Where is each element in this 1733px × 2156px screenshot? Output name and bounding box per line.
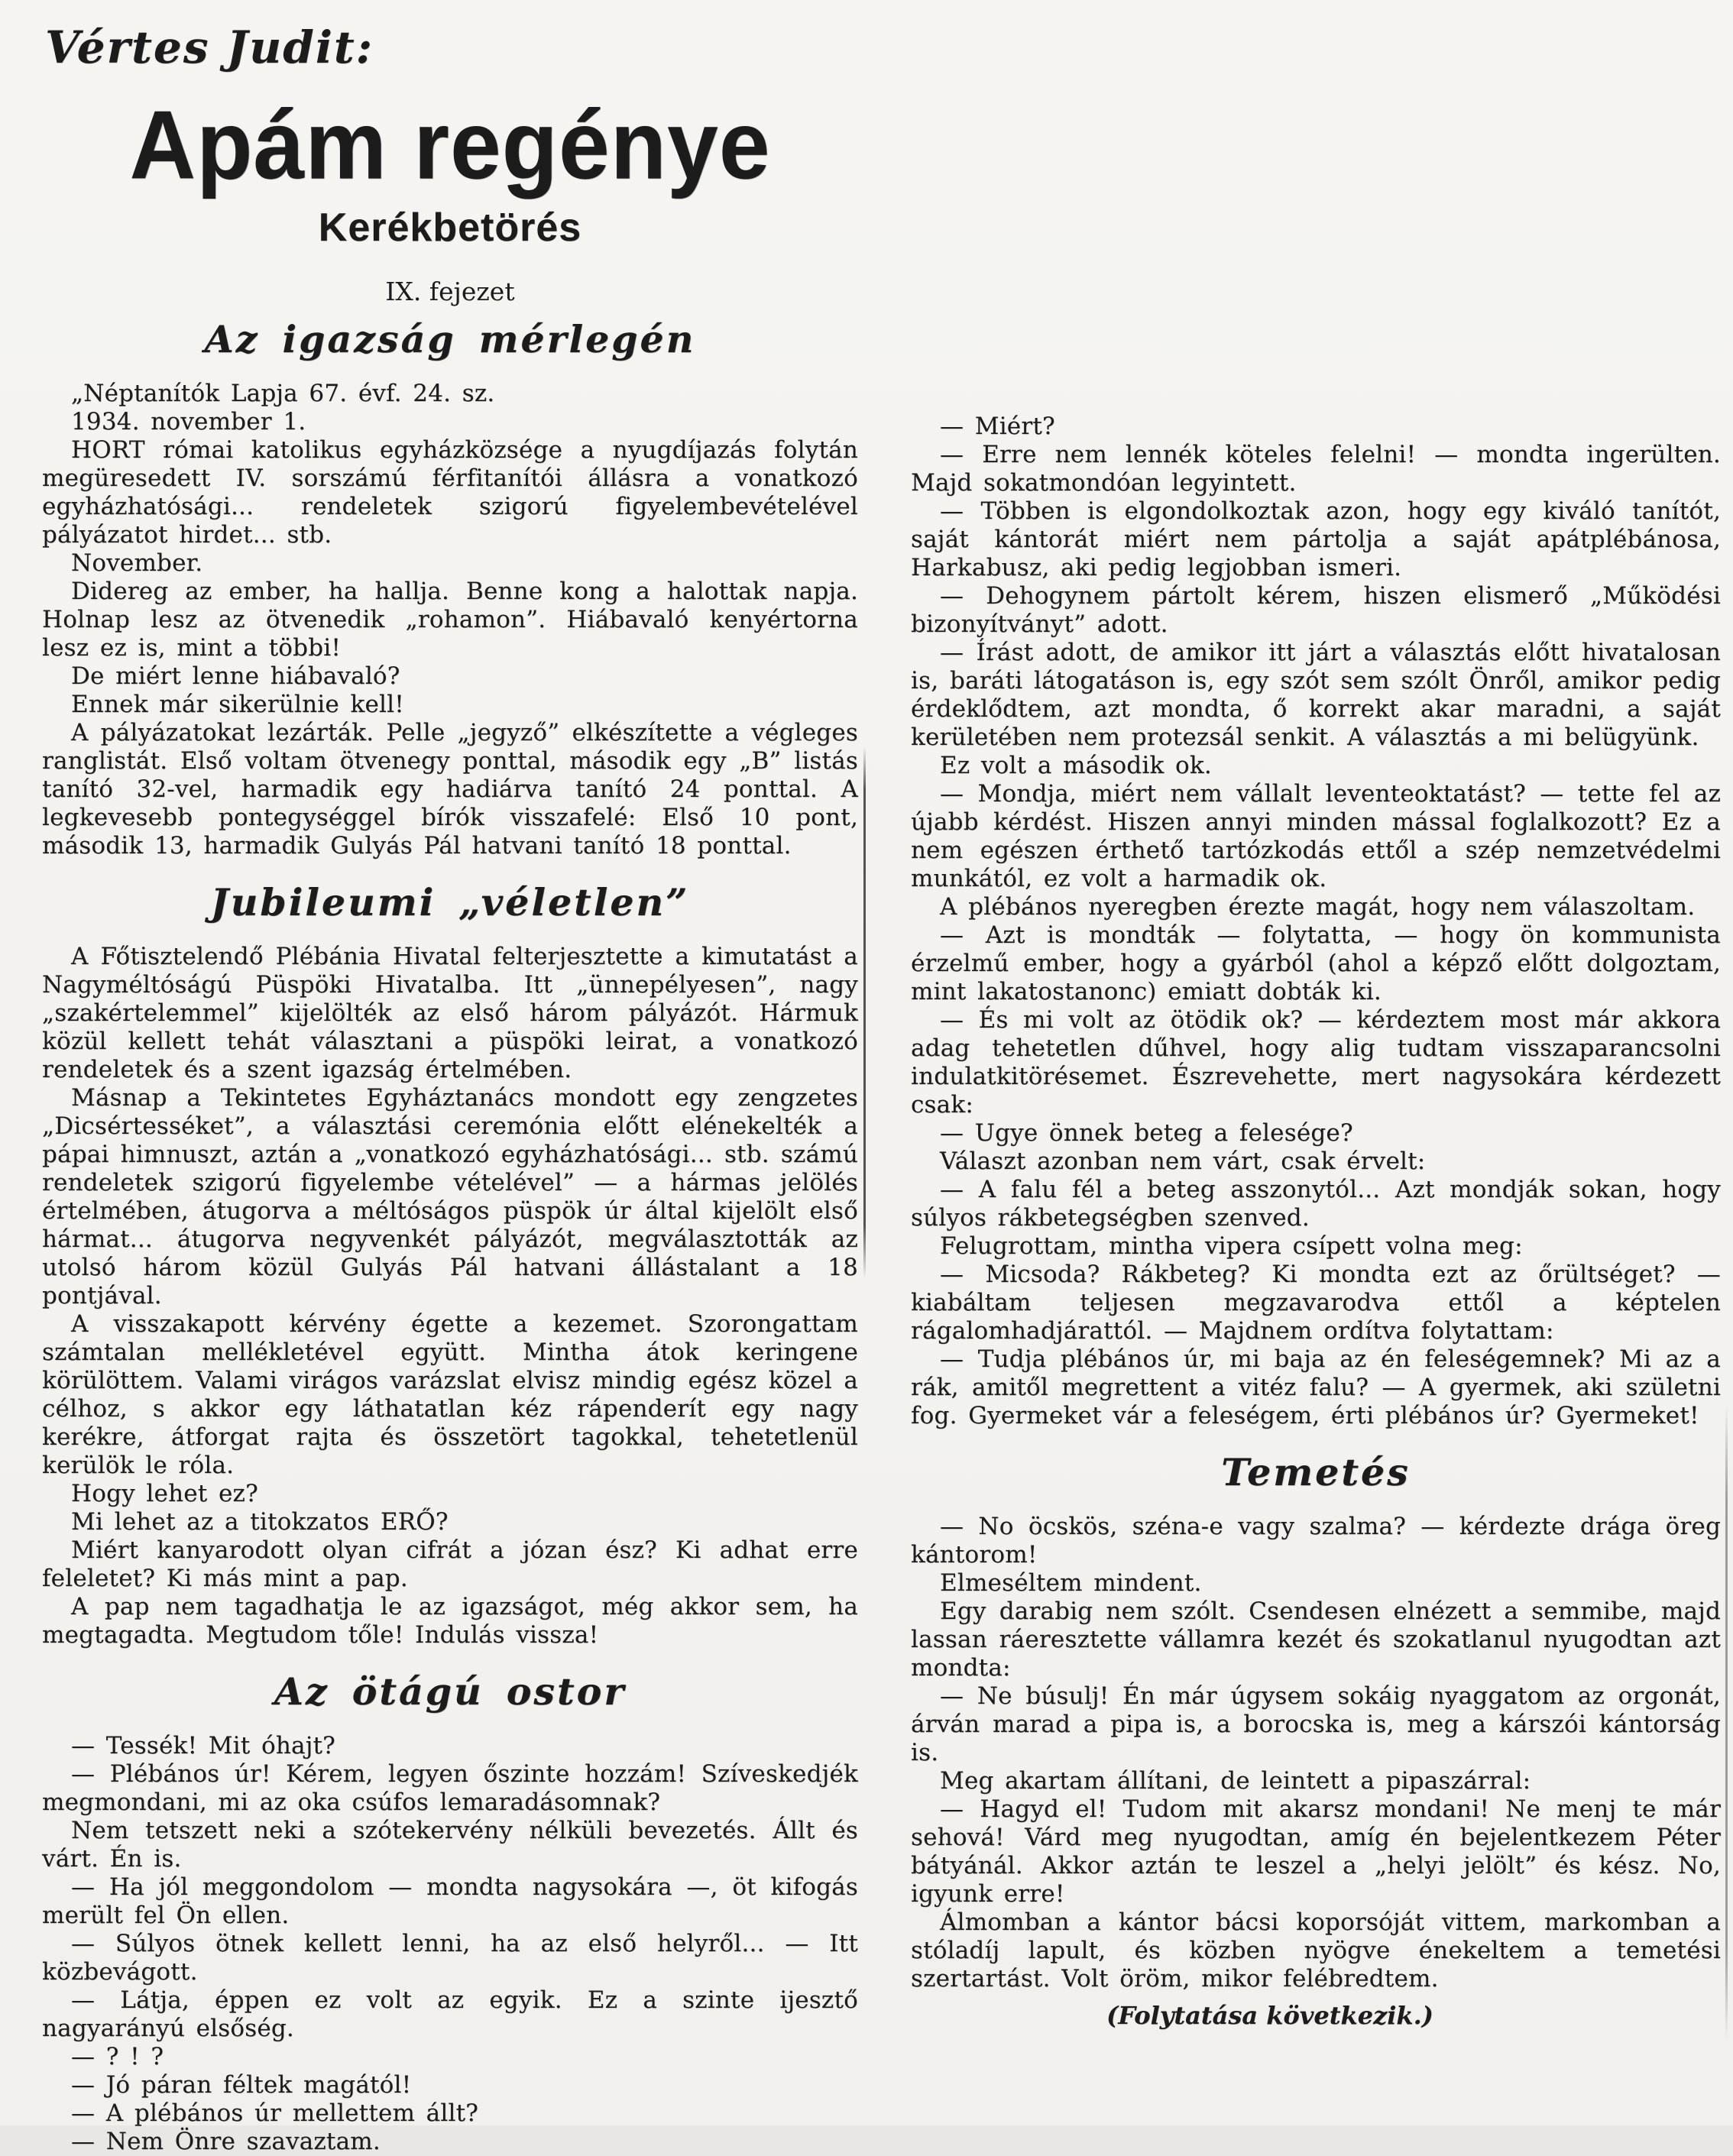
body-paragraph: — És mi volt az ötödik ok? — kérdeztem most már akkora adag tehetetlen dűhvel, hogy alig tudtam visszaparancsolni indulatkitörésemet. Észrevehette, mert nagysokára kérdezett csak:	[911, 1006, 1721, 1118]
body-paragraph: — Nem Önre szavaztam.	[71, 2128, 381, 2155]
body-paragraph: Elmeséltem mindent.	[940, 1569, 1202, 1597]
body-paragraph: Miért kanyarodott olyan cifrát a józan ész? Ki adhat erre feleletet? Ki más mint a pap.	[42, 1536, 858, 1592]
body-paragraph: Álmomban a kántor bácsi koporsóját vittem, markomban a stóladíj lapult, és közben nyögve énekeltem a temetési szertartást. Volt öröm, mikor felébredtem.	[911, 1908, 1721, 1993]
body-paragraph: — Hagyd el! Tudom mit akarsz mondani! Ne menj te már sehová! Várd meg nyugodtan, amíg én bejelentkezem Péter bátyánál. Akkor aztán te leszel a „helyi jelölt” és kész. No, igyunk erre!	[911, 1795, 1721, 1908]
body-paragraph: Felugrottam, mintha vipera csípett volna meg:	[940, 1232, 1523, 1260]
body-paragraph: — Azt is mondták — folytatta, — hogy ön kommunista érzelmű ember, hogy a gyárból (ahol a képző előtt dolgoztam, mint lakatostanonc) emiatt dobták ki.	[911, 921, 1721, 1005]
body-paragraph: A pap nem tagadhatja le az igazságot, még akkor sem, ha megtagadta. Megtudom tőle! Indulás vissza!	[42, 1593, 858, 1649]
article-title: Apám regénye	[129, 90, 771, 199]
body-paragraph: A plébános nyeregben érezte magát, hogy nem válaszoltam.	[940, 893, 1696, 921]
body-paragraph: — Ne búsulj! Én már úgysem sokáig nyaggatom az orgonát, árván marad a pipa is, a borocska is, meg a kárszói kántorság is.	[911, 1682, 1721, 1766]
body-paragraph: — Látja, éppen ez volt az egyik. Ez a szinte ijesztő nagyarányú elsőség.	[42, 1986, 858, 2042]
left-column	[42, 21, 858, 2156]
column-rule-artifact	[863, 747, 866, 1278]
body-paragraph: November.	[71, 549, 203, 577]
body-paragraph: A pályázatokat lezárták. Pelle „jegyző” elkészítette a végleges ranglistát. Első voltam ötvenegy ponttal, második egy „B” listás tanító 32-vel, harmadik egy hadiárva tanító 24 ponttal. A legkevesebb pontegységgel bírók visszafelé: Első 10 pont, második 13, harmadik Gulyás Pál hatvani tanító 18 ponttal.	[42, 719, 858, 859]
body-paragraph: Mi lehet az a titokzatos ERŐ?	[71, 1508, 449, 1536]
body-paragraph: — Többen is elgondolkoztak azon, hogy egy kiváló tanítót, saját kántorát miért nem pártolja a saját apátplébánosa, Harkabusz, aki pedig legjobban ismeri.	[911, 497, 1721, 581]
article-subtitle: Kerékbetörés	[318, 206, 582, 250]
body-paragraph: — Jó páran féltek magától!	[71, 2071, 412, 2099]
body-paragraph: Választ azonban nem várt, csak érvelt:	[940, 1148, 1426, 1175]
body-paragraph: — A plébános úr mellettem állt?	[71, 2099, 479, 2127]
body-paragraph: — Ha jól meggondolom — mondta nagysokára —, öt kifogás merült fel Ön ellen.	[42, 1873, 858, 1929]
body-paragraph: — Mondja, miért nem vállalt leventeoktatást? — tette fel az újabb kérdést. Hiszen annyi minden mással foglalkozott? Ez a nem egészen érthető tartózkodás ettől a szép nemzetvédelmi munkától, ez volt a harmadik ok.	[911, 780, 1721, 892]
body-paragraph: — Ugye önnek beteg a felesége?	[940, 1119, 1353, 1147]
body-paragraph: Meg akartam állítani, de leintett a pipaszárral:	[940, 1767, 1531, 1795]
body-paragraph: Nem tetszett neki a szótekervény nélküli bevezetés. Állt és várt. Én is.	[42, 1817, 858, 1873]
body-paragraph: Ez volt a második ok.	[940, 752, 1212, 779]
body-paragraph: — Miért?	[940, 413, 1055, 440]
body-paragraph: — Plébános úr! Kérem, legyen őszinte hozzám! Szíveskedjék megmondani, mi az oka csúfos lemaradásomnak?	[42, 1760, 858, 1816]
section-heading-truth-scales: Az igazság mérlegén	[204, 317, 696, 361]
scan-edge-artifact	[1725, 1406, 1728, 2040]
author-byline: Vértes Judit:	[45, 21, 374, 73]
right-column	[911, 413, 1721, 2030]
section-heading-funeral: Temetés	[1221, 1450, 1411, 1494]
section-heading-five-branch-whip: Az ötágú ostor	[274, 1669, 627, 1714]
body-paragraph: — Súlyos ötnek kellett lenni, ha az első helyről... — Itt közbevágott.	[42, 1930, 858, 1986]
body-paragraph: „Néptanítók Lapja 67. évf. 24. sz.	[71, 380, 495, 407]
body-paragraph: — Dehogynem pártolt kérem, hiszen elismerő „Működési bizonyítványt” adott.	[911, 582, 1721, 638]
chapter-label: IX. fejezet	[385, 277, 515, 306]
body-paragraph: — A falu fél a beteg asszonytól... Azt mondják sokan, hogy súlyos rákbetegségben szenved.	[911, 1176, 1721, 1232]
section-heading-jubilee-accident: Jubileumi „véletlen”	[210, 880, 690, 924]
body-paragraph: Másnap a Tekintetes Egyháztanács mondott egy zengzetes „Dicsértesséket”, a választási ceremónia előtt elénekelték a pápai himnuszt, aztán a „vonatkozó egyházhatósági... stb. számú rendeletek szigorú figyelembe vételével” — a hármas jelölés értelmében, átugorva a méltóságos püspök úr által kijelölt első hármat... átugorva negyvenkét pályázót, megválasztották az utolsó három közül Gulyás Pál hatvani állástalant a 18 pontjával.	[42, 1084, 858, 1309]
body-paragraph: Hogy lehet ez?	[71, 1480, 258, 1507]
body-paragraph: — Erre nem lennék köteles felelni! — mondta ingerülten. Majd sokatmondóan legyintett.	[911, 441, 1721, 497]
body-paragraph: Egy darabig nem szólt. Csendesen elnézett a semmibe, majd lassan ráeresztette vállamra kezét és szokatlanul nyugodtan azt mondta:	[911, 1598, 1721, 1682]
body-paragraph: Ennek már sikerülnie kell!	[71, 691, 404, 718]
continuation-note: (Folytatása következik.)	[1106, 2001, 1433, 2030]
body-paragraph: — Tessék! Mit óhajt?	[71, 1732, 335, 1759]
body-paragraph: HORT római katolikus egyházközsége a nyugdíjazás folytán megüresedett IV. sorszámú férfitanítói állásra a vonatkozó egyházhatósági... rendeletek szigorú figyelembevételével pályázatot hirdet... stb.	[42, 436, 858, 549]
body-paragraph: — Micsoda? Rákbeteg? Ki mondta ezt az őrültséget? — kiabáltam teljesen megzavarodva ettől a képtelen rágalomhadjárattól. — Majdnem ordítva folytattam:	[911, 1261, 1721, 1345]
body-paragraph: Didereg az ember, ha hallja. Benne kong a halottak napja. Holnap lesz az ötvenedik „rohamon”. Hiábavaló kenyértorna lesz ez is, mint a többi!	[42, 578, 858, 662]
body-paragraph: — Tudja plébános úr, mi baja az én feleségemnek? Mi az a rák, amitől megrettent a vitéz falu? — A gyermek, aki születni fog. Gyermeket vár a feleségem, érti plébános úr? Gyermeket!	[911, 1345, 1721, 1429]
body-paragraph: — Írást adott, de amikor itt járt a választás előtt hivatalosan is, baráti látogatáson is, egy szót sem szólt Önről, amikor pedig érdeklődtem, azt mondta, ő korrekt akar maradni, a saját kerületében nem protezsál senkit. A választás a mi belügyünk.	[911, 639, 1721, 751]
body-paragraph: — ? ! ?	[71, 2043, 164, 2070]
body-paragraph: De miért lenne hiábavaló?	[71, 662, 400, 690]
body-paragraph: — No öcskös, széna-e vagy szalma? — kérdezte drága öreg kántorom!	[911, 1513, 1721, 1568]
body-paragraph: 1934. november 1.	[71, 408, 306, 435]
body-paragraph: A visszakapott kérvény égette a kezemet. Szorongattam számtalan mellékletével együtt. Mintha átok keringene körülöttem. Valami virágos varázslat elvisz mindig egész közel a célhoz, s akkor egy láthatatlan kéz rápenderít egy nagy kerékre, átforgat rajta és összetört tagokkal, tehetetlenül kerülök le róla.	[42, 1310, 858, 1479]
body-paragraph: A Főtisztelendő Plébánia Hivatal felterjesztette a kimutatást a Nagyméltóságú Püspöki Hivatalba. Itt „ünnepélyesen”, nagy „szakértelemmel” kijelölték az első három pályázót. Hármuk közül kellett tehát választani a püspöki leirat, a vonatkozó rendeletek és a szent igazság értelmében.	[42, 943, 858, 1083]
